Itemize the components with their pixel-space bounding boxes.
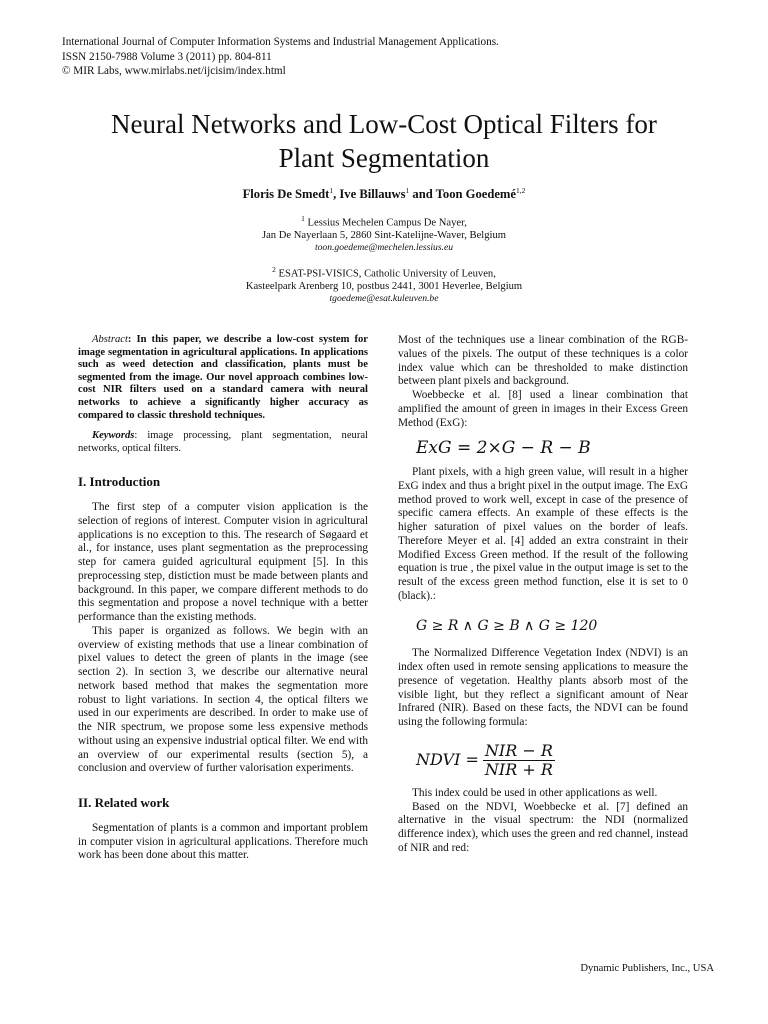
related-paragraph-1: Segmentation of plants is a common and important problem in computer vision in agricultural applications. Therefore much work has been done about this matter.: [78, 821, 368, 862]
equation-modified-exg: G ≥ R ∧ G ≥ B ∧ G ≥ 120: [416, 617, 598, 634]
right-paragraph-3: Plant pixels, with a high green value, will result in a higher ExG index and thus a bright pixel in the output image. The ExG method proved to work well, except in case of the presence of specific camera effects. An example of these effects is the higher saturation of pixel values on the border of leafs. Therefore Meyer et al. [4] added an extra constraint in their Modified Excess Green method. If the result of the following equation is true , the pixel value in the output image is set to the result of the excess green method function, else it is set to 0 (black).:: [398, 466, 688, 602]
author-3: Toon Goedemé: [435, 187, 517, 202]
affiliation-1-address: Jan De Nayerlaan 5, 2860 Sint-Katelijne-Waver, Belgium: [261, 229, 507, 241]
affiliation-1-name: Lessius Mechelen Campus De Nayer,: [304, 217, 467, 229]
publisher-footer: Dynamic Publishers, Inc., USA: [580, 963, 714, 974]
section-heading-related-work: II. Related work: [78, 795, 170, 811]
intro-paragraph-2: This paper is organized as follows. We begin with an overview of existing methods that use a linear combination of pixel values to detect the green of plants in the image (see section 2). In section 3, we describe our alternative neural network based method that makes the segmentation more robust to light variations. In section 4, the optical filters we used in our experiments are described. In order to make use of the NIR spectrum, we propose some less expensive methods without using an expensive industrial optical filter. We end with an overview of our experimental results (section 5), a conclusion and overview of further valorisation experiments.: [78, 624, 368, 775]
journal-issn: ISSN 2150-7988 Volume 3 (2011) pp. 804-811: [62, 50, 272, 63]
journal-name: International Journal of Computer Information Systems and Industrial Management Applications.: [62, 36, 499, 48]
affiliation-2-name: ESAT-PSI-VISICS, Catholic University of Leuven,: [275, 268, 496, 280]
author-2-affil: 1: [405, 186, 410, 195]
abstract-text: : In this paper, we describe a low-cost system for image segmentation in agricultural applications. In applications such as weed detection and classification, plants must be segmented from the image. Our novel approach combines low-cost NIR filters used on a standard camera with neural networks to achieve a significantly higher accuracy as compared to classic threshold techniques.: [78, 334, 368, 421]
right-paragraph-6: Based on the NDVI, Woebbecke et al. [7] defined an alternative in the visual spectrum: the NDI (normalized difference index), which uses the green and red channel, instead of NIR and red:: [398, 800, 688, 854]
equation-exg: ExG = 2×G − R − B: [416, 438, 591, 459]
right-column: [398, 334, 688, 856]
right-paragraph-2: Woebbecke et al. [8] used a linear combination that amplified the amount of green in images in their Excess Green Method (ExG):: [398, 389, 688, 429]
equation-ndvi-denominator: NIR + R: [484, 759, 553, 779]
affiliation-1-marker: 1: [301, 214, 305, 223]
equation-ndvi-fraction: [483, 742, 555, 779]
author-3-affil: 1,2: [516, 186, 526, 195]
abstract: [78, 334, 368, 422]
section-heading-introduction: I. Introduction: [78, 474, 161, 490]
right-paragraph-4: The Normalized Difference Vegetation Index (NDVI) is an index often used in remote sensing applications to measure the presence of vegetation. Healthy plants absorb most of the visible light, but they reflect a significant amount of Near Infrared (NIR). Based on these facts, the NDVI can be found using the following formula:: [398, 647, 688, 728]
affiliation-2: [40, 264, 728, 305]
author-2: Ive Billauws: [339, 187, 406, 202]
affiliation-2-email: tgoedeme@esat.kuleuven.be: [329, 293, 439, 305]
affiliation-1-email: toon.goedeme@mechelen.lessius.eu: [314, 242, 454, 254]
intro-paragraph-1: The first step of a computer vision application is the selection of regions of interest. Computer vision in agricultural applications is no exception to this. The research of Søgaard et al., for instance, uses plant segmentation as the preprocessing step for camera guided agricultural equipment [5]. In this preprocessing step, distiction must be made between plants and background. In this paper, we compare different methods to do this segmentation and propose a novel technique with a better performance than the existing methods.: [78, 501, 368, 624]
equation-ndvi-lhs: NDVI =: [416, 750, 479, 770]
affiliation-2-address: Kasteelpark Arenberg 10, postbus 2441, 3001 Heverlee, Belgium: [245, 280, 523, 292]
author-1: Floris De Smedt: [242, 187, 330, 202]
abstract-label: Abstract: [92, 334, 128, 345]
journal-copyright: © MIR Labs, www.mirlabs.net/ijcisim/index.html: [62, 65, 286, 77]
left-column: [78, 334, 368, 863]
right-paragraph-1: Most of the techniques use a linear combination of the RGB-values of the pixels. The output of these techniques is a color index value which can be thresholded to make distinction between plant pixels and background.: [398, 334, 688, 388]
title-line-1: Neural Networks and Low-Cost Optical Filters for: [111, 109, 657, 139]
equation-ndvi: [416, 742, 688, 779]
author-separator: and: [409, 187, 436, 202]
author-1-affil: 1: [329, 186, 334, 195]
equation-ndvi-numerator: NIR − R: [484, 740, 553, 760]
affiliation-1: [40, 213, 728, 254]
right-paragraph-5: This index could be used in other applications as well.: [412, 786, 658, 799]
keywords-label: Keywords: [92, 430, 135, 442]
author-list: [40, 186, 728, 202]
journal-header: [62, 35, 499, 79]
paper-title: [40, 107, 728, 175]
affiliation-2-marker: 2: [272, 265, 276, 274]
keywords-text: : image processing, plant segmentation, neural networks, optical filters.: [78, 430, 368, 454]
title-line-2: Plant Segmentation: [278, 143, 490, 173]
keywords: [78, 430, 368, 455]
author-separator: ,: [333, 187, 340, 202]
